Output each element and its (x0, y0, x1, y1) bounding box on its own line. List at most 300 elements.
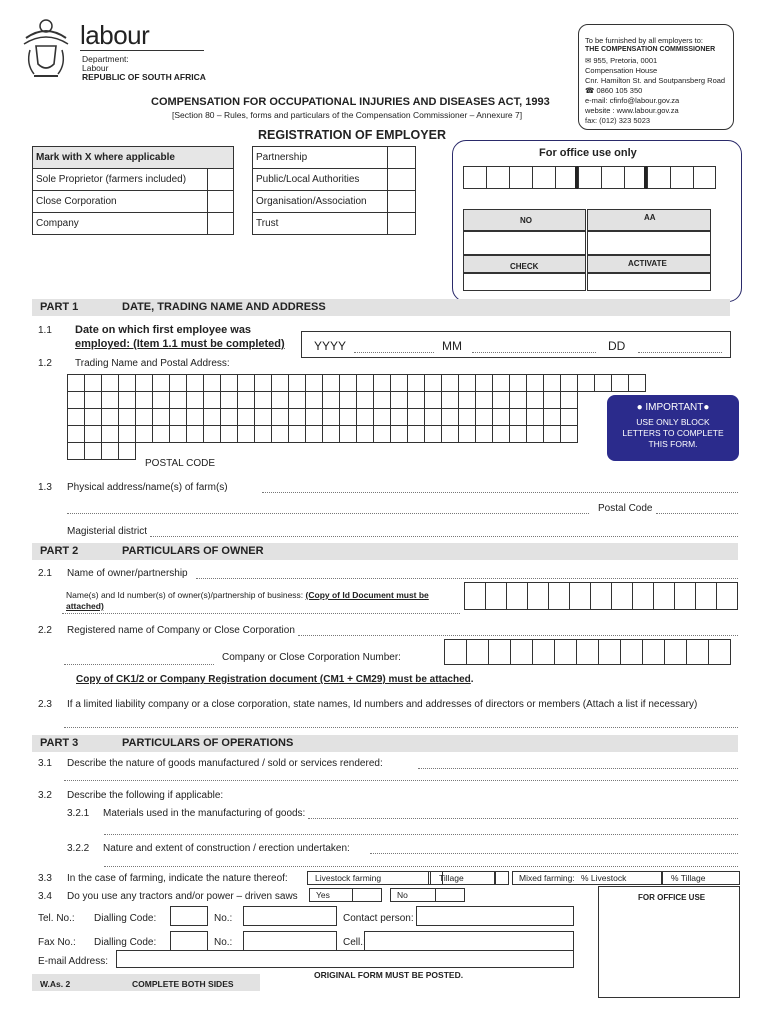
trading-name-cell[interactable] (322, 374, 340, 392)
owner-ids-prompt (62, 585, 460, 614)
trading-name-cell[interactable] (152, 391, 170, 409)
registered-name-field[interactable] (298, 635, 738, 636)
employer-type-table-left (32, 146, 234, 235)
tel-dial-field[interactable] (170, 906, 208, 926)
trading-name-cell[interactable] (441, 425, 459, 443)
trading-name-cell[interactable] (594, 374, 612, 392)
trading-name-cell[interactable] (186, 408, 204, 426)
company-number-cell[interactable] (466, 639, 489, 665)
trading-name-cell[interactable] (356, 391, 374, 409)
q32-number: 3.2 (38, 790, 52, 801)
owner-id-cell[interactable] (716, 582, 738, 610)
company-number-cell[interactable] (576, 639, 599, 665)
trading-name-cell[interactable] (441, 374, 459, 392)
livestock-label: Livestock farming (315, 873, 382, 883)
owner-id-cell[interactable] (548, 582, 570, 610)
contact-line (585, 86, 642, 95)
trading-name-cell[interactable] (220, 374, 238, 392)
trading-name-cell[interactable] (407, 391, 425, 409)
trading-name-cell[interactable] (458, 374, 476, 392)
employer-type-checkbox[interactable] (388, 147, 416, 169)
trading-name-cell[interactable] (424, 408, 442, 426)
physical-address-line2[interactable] (67, 513, 589, 514)
trading-name-cell[interactable] (373, 391, 391, 409)
date-mm-label: MM (442, 339, 462, 353)
trading-name-cell[interactable] (220, 425, 238, 443)
q11-label-line1: Date on which first employee was (75, 324, 252, 336)
dept-line3: REPUBLIC OF SOUTH AFRICA (82, 72, 206, 82)
part2-title: PARTICULARS OF OWNER (122, 545, 264, 557)
bullet-icon: ● (636, 402, 643, 413)
company-number-cell[interactable] (554, 639, 577, 665)
trading-name-cell[interactable] (254, 374, 272, 392)
company-number-cell[interactable] (664, 639, 687, 665)
important-line: THIS FORM. (648, 439, 698, 449)
trading-name-cell[interactable] (305, 408, 323, 426)
trading-name-cell[interactable] (288, 408, 306, 426)
employer-type-label: Close Corporation (33, 191, 208, 213)
dept-line1: Department: (82, 54, 129, 64)
trading-name-cell[interactable] (458, 391, 476, 409)
employer-type-checkbox[interactable] (388, 191, 416, 213)
trading-name-cell[interactable] (475, 374, 493, 392)
trading-name-cell[interactable] (509, 391, 527, 409)
pct-tillage-field[interactable] (662, 871, 740, 885)
trading-name-cell[interactable] (458, 408, 476, 426)
office-no-field[interactable] (463, 231, 586, 255)
trading-name-cell[interactable] (322, 391, 340, 409)
trading-name-cell[interactable] (101, 408, 119, 426)
q34-label: Do you use any tractors and/or power – driven saws (67, 891, 298, 902)
trading-name-cell[interactable] (135, 374, 153, 392)
trading-name-cell[interactable] (526, 391, 544, 409)
important-line: USE ONLY BLOCK (636, 417, 710, 427)
materials-field-2[interactable] (104, 834, 738, 835)
coat-of-arms-logo (20, 16, 72, 80)
office-ref-cells (463, 166, 716, 189)
office-check-label: CHECK (510, 262, 539, 271)
trading-name-cell[interactable] (254, 425, 272, 443)
trading-name-cell[interactable] (84, 442, 102, 460)
trading-name-cell[interactable] (526, 408, 544, 426)
contact-person-field[interactable] (416, 906, 574, 926)
important-title: IMPORTANT (645, 402, 704, 413)
date-dd-label: DD (608, 339, 626, 353)
trading-name-cell[interactable] (339, 425, 357, 443)
contact-line: Compensation House (585, 66, 658, 75)
trading-name-cell[interactable] (203, 425, 221, 443)
employer-type-label: Sole Proprietor (farmers included) (33, 169, 208, 191)
company-number-cell[interactable] (488, 639, 511, 665)
trading-name-cell[interactable] (67, 391, 85, 409)
materials-field[interactable] (308, 818, 738, 819)
employer-type-checkbox[interactable] (208, 213, 234, 235)
trading-name-cell[interactable] (339, 374, 357, 392)
employer-type-checkbox[interactable] (208, 191, 234, 213)
trading-name-cell[interactable] (186, 374, 204, 392)
trading-name-cell[interactable] (67, 374, 85, 392)
saws-yes-checkbox[interactable] (352, 888, 382, 902)
mixed-farming-option[interactable] (512, 871, 662, 885)
contact-line: Cnr. Hamilton St. and Soutpansberg Road (585, 76, 726, 85)
trading-name-cell[interactable] (373, 408, 391, 426)
directors-field[interactable] (64, 727, 738, 728)
act-subtitle: [Section 80 – Rules, forms and particulars of the Compensation Commissioner – Annexure 7] (172, 110, 523, 120)
tel-label: Tel. No.: (38, 913, 75, 924)
trading-name-cell[interactable] (492, 374, 510, 392)
employer-type-label: Organisation/Association (253, 191, 388, 213)
important-line: LETTERS TO COMPLETE (622, 428, 724, 438)
office-aa-label: AA (644, 213, 656, 222)
physical-address-line1[interactable] (262, 492, 738, 493)
first-employee-date-field[interactable] (301, 331, 731, 358)
saws-no-option[interactable] (390, 888, 436, 902)
trading-name-cell[interactable] (237, 408, 255, 426)
email-field[interactable] (116, 950, 574, 968)
ck-attach-dot: . (470, 674, 474, 685)
cc-number-label: Company or Close Corporation Number: (222, 652, 401, 663)
commissioner-contact-box (578, 24, 734, 130)
trading-name-cell[interactable] (390, 408, 408, 426)
company-number-cell[interactable] (598, 639, 621, 665)
owner-id-cell[interactable] (695, 582, 717, 610)
trading-name-cell[interactable] (220, 408, 238, 426)
ck-attach-text: Copy of CK1/2 or Company Registration document (CM1 + CM29) must be attached (76, 674, 471, 685)
trading-name-cell[interactable] (305, 391, 323, 409)
trading-name-cell[interactable] (271, 391, 289, 409)
contact-line (585, 56, 657, 65)
brand-name: labour (80, 20, 150, 50)
trading-name-cell[interactable] (118, 425, 136, 443)
trading-name-cell[interactable] (135, 391, 153, 409)
q23-number: 2.3 (38, 699, 52, 710)
fax-no-field[interactable] (243, 931, 337, 951)
trading-name-cell[interactable] (390, 374, 408, 392)
trading-name-cell[interactable] (475, 408, 493, 426)
q22-label: Registered name of Company or Close Corporation (67, 625, 295, 636)
owner-id-cell[interactable] (506, 582, 528, 610)
company-number-cell[interactable] (620, 639, 643, 665)
tillage-option[interactable] (430, 871, 495, 885)
company-number-cell[interactable] (532, 639, 555, 665)
trading-name-cell[interactable] (492, 408, 510, 426)
trading-name-cell[interactable] (356, 374, 374, 392)
brand-divider (80, 50, 204, 51)
q31-label: Describe the nature of goods manufactured / sold or services rendered: (67, 758, 383, 769)
trading-name-cell[interactable] (135, 408, 153, 426)
q23-label: If a limited liability company or a close corporation, state names, Id numbers and addresses of directors or members (Attach a list if necessary) (67, 699, 698, 710)
trading-name-cell[interactable] (118, 442, 136, 460)
q21-label: Name of owner/partnership (67, 568, 188, 579)
company-number-cell[interactable] (510, 639, 533, 665)
q13-label: Physical address/name(s) of farm(s) (67, 482, 228, 493)
employer-type-checkbox[interactable] (388, 169, 416, 191)
trading-name-cell[interactable] (84, 374, 102, 392)
trading-name-cell[interactable] (560, 425, 578, 443)
trading-name-cell[interactable] (407, 374, 425, 392)
trading-name-cell[interactable] (492, 391, 510, 409)
trading-name-cell[interactable] (169, 374, 187, 392)
tel-dial-label: Dialling Code: (94, 913, 157, 924)
trading-name-cell[interactable] (373, 425, 391, 443)
owner-id-cell[interactable] (464, 582, 486, 610)
tel-no-field[interactable] (243, 906, 337, 926)
trading-name-cell[interactable] (288, 425, 306, 443)
email-label: E-mail Address: (38, 956, 109, 967)
q322-number: 3.2.2 (67, 843, 90, 854)
trading-name-cell[interactable] (373, 374, 391, 392)
trading-name-cell[interactable] (390, 425, 408, 443)
owner-ids-note: (Copy of Id Document must be (305, 590, 429, 600)
q322-label: Nature and extent of construction / erection undertaken: (103, 843, 350, 854)
livestock-option[interactable] (307, 871, 429, 885)
owner-ids-label (66, 590, 429, 600)
office-activate-field[interactable] (587, 273, 711, 291)
q33-label: In the case of farming, indicate the nature thereof: (67, 873, 288, 884)
ck-attach-note (76, 674, 474, 685)
trading-name-cell[interactable] (543, 374, 561, 392)
mixed-label: Mixed farming: (519, 873, 575, 883)
trading-name-cell[interactable] (543, 391, 561, 409)
employer-type-label: Public/Local Authorities (253, 169, 388, 191)
trading-name-cell[interactable] (84, 408, 102, 426)
owner-id-cell[interactable] (611, 582, 633, 610)
posted-note: ORIGINAL FORM MUST BE POSTED. (314, 970, 464, 980)
part1-number: PART 1 (40, 301, 79, 313)
part1-title: DATE, TRADING NAME AND ADDRESS (122, 301, 326, 313)
nature-goods-field[interactable] (418, 768, 738, 769)
trading-name-cell[interactable] (543, 425, 561, 443)
tillage-checkbox[interactable] (495, 871, 509, 885)
trading-name-cell[interactable] (254, 391, 272, 409)
company-number-cell[interactable] (444, 639, 467, 665)
trading-name-cell[interactable] (101, 374, 119, 392)
trading-name-cell[interactable] (475, 425, 493, 443)
owner-id-cell[interactable] (653, 582, 675, 610)
office-check-field[interactable] (463, 273, 586, 291)
physical-postal-code-field[interactable] (656, 513, 738, 514)
trading-name-cell[interactable] (169, 425, 187, 443)
trading-name-cell[interactable] (526, 425, 544, 443)
trading-name-cell[interactable] (237, 374, 255, 392)
trading-name-cell[interactable] (322, 408, 340, 426)
office-activate-label: ACTIVATE (628, 259, 667, 268)
act-title: COMPENSATION FOR OCCUPATIONAL INJURIES AND DISEASES ACT, 1993 (151, 96, 550, 108)
company-number-cell[interactable] (642, 639, 665, 665)
magisterial-label: Magisterial district (67, 526, 148, 537)
fax-dial-label: Dialling Code: (94, 937, 157, 948)
tel-no-label: No.: (214, 913, 233, 924)
fax-dial-field[interactable] (170, 931, 208, 951)
trading-name-cell[interactable] (118, 374, 136, 392)
contact-postal: 955, Pretoria, 0001 (593, 56, 658, 65)
trading-name-cell[interactable] (271, 408, 289, 426)
trading-name-cell[interactable] (407, 425, 425, 443)
trading-name-cell[interactable] (492, 425, 510, 443)
q12-number: 1.2 (38, 358, 52, 369)
contact-line: To be furnished by all employers to: (585, 36, 703, 45)
part2-number: PART 2 (40, 545, 79, 557)
trading-name-cell[interactable] (458, 425, 476, 443)
trading-name-cell[interactable] (543, 408, 561, 426)
trading-name-cell[interactable] (509, 374, 527, 392)
saws-yes-option[interactable] (309, 888, 353, 902)
contact-fax: fax: (012) 323 5023 (585, 116, 651, 125)
trading-name-cell[interactable] (118, 391, 136, 409)
trading-name-cell[interactable] (135, 425, 153, 443)
trading-name-cell[interactable] (356, 408, 374, 426)
owner-id-cell[interactable] (569, 582, 591, 610)
office-use-panel (452, 140, 742, 302)
owner-id-cell[interactable] (632, 582, 654, 610)
phone-icon: ☎ (585, 86, 595, 95)
trading-name-cell[interactable] (560, 408, 578, 426)
q11-number: 1.1 (38, 325, 52, 336)
registered-name-field-2[interactable] (64, 664, 214, 665)
trading-name-cell[interactable] (186, 391, 204, 409)
trading-name-cell[interactable] (305, 374, 323, 392)
q321-number: 3.2.1 (67, 808, 90, 819)
office-no-label: NO (520, 216, 532, 225)
contact-phone: 0860 105 350 (596, 86, 643, 95)
trading-name-cell[interactable] (288, 391, 306, 409)
owner-id-cell[interactable] (674, 582, 696, 610)
trading-name-cell[interactable] (101, 442, 119, 460)
q321-label: Materials used in the manufacturing of goods: (103, 808, 306, 819)
trading-name-cell[interactable] (101, 391, 119, 409)
saws-no-checkbox[interactable] (435, 888, 465, 902)
trading-name-cell[interactable] (390, 391, 408, 409)
pct-tillage-label: % Tillage (671, 873, 706, 883)
nature-goods-field-2[interactable] (64, 780, 738, 781)
q22-number: 2.2 (38, 625, 52, 636)
tillage-label: Tillage (439, 873, 464, 883)
trading-name-cell[interactable] (67, 408, 85, 426)
q13-number: 1.3 (38, 482, 52, 493)
form-title: REGISTRATION OF EMPLOYER (258, 128, 446, 142)
part3-title: PARTICULARS OF OPERATIONS (122, 737, 294, 749)
trading-name-cell[interactable] (237, 425, 255, 443)
office-aa-field[interactable] (587, 231, 711, 255)
company-number-cell[interactable] (686, 639, 709, 665)
trading-name-cell[interactable] (152, 408, 170, 426)
trading-name-cell[interactable] (424, 425, 442, 443)
no-label: No (397, 890, 408, 900)
yes-label: Yes (316, 890, 330, 900)
trading-name-cell[interactable] (288, 374, 306, 392)
trading-name-cell[interactable] (203, 374, 221, 392)
postal-code-label: POSTAL CODE (145, 458, 216, 469)
trading-name-cell[interactable] (356, 425, 374, 443)
office-use-title: For office use only (539, 147, 637, 159)
complete-both-sides: COMPLETE BOTH SIDES (132, 979, 234, 989)
for-office-use-label: FOR OFFICE USE (638, 893, 706, 902)
pct-livestock-label: % Livestock (581, 873, 627, 883)
magisterial-district-field[interactable] (150, 536, 738, 537)
trading-name-cell[interactable] (509, 425, 527, 443)
q11-label-line2: employed: (Item 1.1 must be completed) (75, 338, 285, 350)
owner-id-cell[interactable] (590, 582, 612, 610)
trading-name-cell[interactable] (67, 425, 85, 443)
trading-name-cell[interactable] (220, 391, 238, 409)
bullet-icon: ● (703, 402, 710, 413)
owner-ids-text: Name(s) and Id number(s) of owner(s)/partnership of business: (66, 590, 304, 600)
fax-no-label: No.: (214, 937, 233, 948)
cell-field[interactable] (364, 931, 574, 951)
cell-label: Cell.: (343, 937, 366, 948)
trading-name-cell[interactable] (526, 374, 544, 392)
trading-name-cell[interactable] (560, 391, 578, 409)
trading-name-cell[interactable] (560, 374, 578, 392)
office-use-box (598, 886, 740, 998)
trading-name-cell[interactable] (84, 425, 102, 443)
trading-name-cell[interactable] (271, 374, 289, 392)
envelope-icon: ✉ (585, 56, 592, 65)
employer-type-checkbox[interactable] (388, 213, 416, 235)
trading-name-cell[interactable] (509, 408, 527, 426)
dept-line2: Labour (82, 63, 109, 73)
trading-name-cell[interactable] (203, 391, 221, 409)
employer-type-table-right (252, 146, 416, 235)
owner-ids-note2: attached) (66, 601, 104, 611)
construction-field-2[interactable] (104, 866, 738, 867)
trading-name-cell[interactable] (577, 374, 595, 392)
trading-name-cell[interactable] (118, 408, 136, 426)
employer-type-label: Trust (253, 213, 388, 235)
contact-website: website : www.labour.gov.za (585, 106, 679, 115)
trading-name-cell[interactable] (339, 408, 357, 426)
important-notice (607, 395, 739, 461)
owner-id-cell[interactable] (527, 582, 549, 610)
trading-name-cell[interactable] (237, 391, 255, 409)
trading-name-cell[interactable] (407, 408, 425, 426)
employer-type-label: Partnership (253, 147, 388, 169)
trading-name-cell[interactable] (339, 391, 357, 409)
trading-name-cell[interactable] (305, 425, 323, 443)
employer-type-checkbox[interactable] (208, 169, 234, 191)
trading-name-cell[interactable] (84, 391, 102, 409)
date-yyyy-label: YYYY (314, 339, 347, 353)
important-title-row (607, 402, 739, 413)
q12-label: Trading Name and Postal Address: (75, 358, 230, 369)
trading-name-cell[interactable] (169, 408, 187, 426)
owner-name-field[interactable] (196, 578, 738, 579)
trading-name-cell[interactable] (424, 374, 442, 392)
trading-name-cell[interactable] (169, 391, 187, 409)
trading-name-cell[interactable] (203, 408, 221, 426)
trading-name-cell[interactable] (441, 391, 459, 409)
trading-name-cell[interactable] (186, 425, 204, 443)
trading-name-cell[interactable] (254, 408, 272, 426)
trading-name-cell[interactable] (628, 374, 646, 392)
q31-number: 3.1 (38, 758, 52, 769)
trading-name-cell[interactable] (424, 391, 442, 409)
trading-name-cell[interactable] (611, 374, 629, 392)
employer-type-label: Company (33, 213, 208, 235)
trading-name-cell[interactable] (322, 425, 340, 443)
q32-label: Describe the following if applicable: (67, 790, 224, 801)
trading-name-cell[interactable] (441, 408, 459, 426)
trading-name-cell[interactable] (152, 425, 170, 443)
trading-name-cell[interactable] (101, 425, 119, 443)
trading-name-cell[interactable] (152, 374, 170, 392)
construction-field[interactable] (370, 853, 738, 854)
trading-name-cell[interactable] (271, 425, 289, 443)
owner-id-cell[interactable] (485, 582, 507, 610)
company-number-cell[interactable] (708, 639, 731, 665)
trading-name-cell[interactable] (475, 391, 493, 409)
trading-name-cell[interactable] (67, 442, 85, 460)
